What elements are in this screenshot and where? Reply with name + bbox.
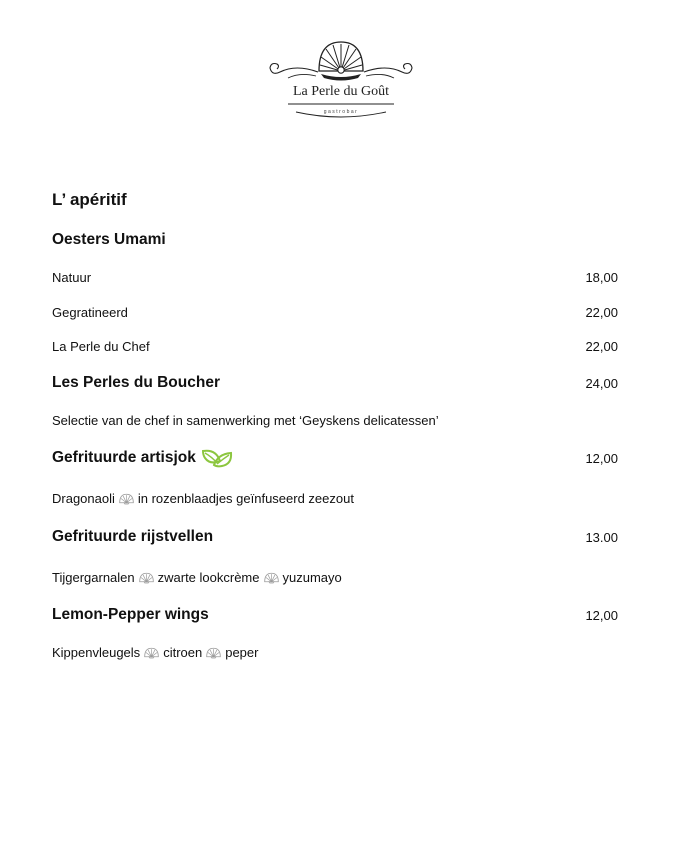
desc-part: yuzumayo — [282, 569, 342, 585]
desc-part: Dragonaoli — [52, 490, 115, 506]
restaurant-logo — [266, 38, 416, 126]
shell-separator-icon — [118, 492, 135, 505]
wings-title: Lemon-Pepper wings — [52, 606, 209, 623]
rijstvellen-title-row — [52, 525, 618, 549]
menu-item-price: 22,00 — [585, 338, 618, 354]
artisjok-description — [52, 491, 354, 506]
logo-tagline: gastrobar — [323, 109, 359, 115]
artisjok-title: Gefrituurde artisjok — [52, 449, 196, 466]
perles-description: Selectie van de chef in samenwerking met ‘Geyskens delicatessen’ — [52, 412, 439, 428]
oesters-title-row — [52, 228, 618, 252]
menu-item-row — [52, 334, 618, 358]
rijstvellen-price: 13.00 — [585, 529, 618, 545]
artisjok-title-wrap — [52, 447, 234, 469]
wings-title-row — [52, 603, 618, 627]
logo-name: La Perle du Goût — [292, 84, 390, 99]
artisjok-title-row — [52, 446, 618, 470]
oesters-title: Oesters Umami — [52, 231, 166, 248]
desc-part: citroen — [163, 644, 203, 660]
desc-part: Kippenvleugels — [52, 644, 141, 660]
rijstvellen-description-row — [52, 565, 618, 589]
menu-item-name: Natuur — [52, 269, 92, 285]
menu-item-row — [52, 265, 618, 289]
shell-separator-icon — [263, 571, 280, 584]
desc-part: Tijgergarnalen — [52, 569, 135, 585]
menu-item-price: 22,00 — [585, 304, 618, 320]
rijstvellen-title: Gefrituurde rijstvellen — [52, 528, 214, 545]
menu-item-row — [52, 300, 618, 324]
shell-separator-icon — [205, 646, 222, 659]
perles-price: 24,00 — [585, 375, 618, 391]
wings-price: 12,00 — [585, 607, 618, 623]
menu-item-price: 18,00 — [585, 269, 618, 285]
perles-title-row — [52, 371, 618, 395]
shell-separator-icon — [138, 571, 155, 584]
perles-description-row — [52, 408, 618, 432]
desc-part: peper — [225, 644, 259, 660]
perles-title: Les Perles du Boucher — [52, 374, 220, 391]
artisjok-price: 12,00 — [585, 450, 618, 466]
rijstvellen-description — [52, 570, 342, 585]
section-title-row — [52, 188, 618, 212]
menu-item-name: Gegratineerd — [52, 304, 128, 320]
artisjok-description-row — [52, 486, 618, 510]
shell-separator-icon — [143, 646, 160, 659]
section-title: L’ apéritif — [52, 190, 127, 209]
vegetarian-leaf-icon — [200, 447, 234, 469]
wings-description-row — [52, 640, 618, 664]
desc-part: zwarte lookcrème — [157, 569, 260, 585]
wings-description — [52, 645, 258, 660]
desc-part: in rozenblaadjes geïnfuseerd zeezout — [137, 490, 354, 506]
menu-item-name: La Perle du Chef — [52, 338, 150, 354]
